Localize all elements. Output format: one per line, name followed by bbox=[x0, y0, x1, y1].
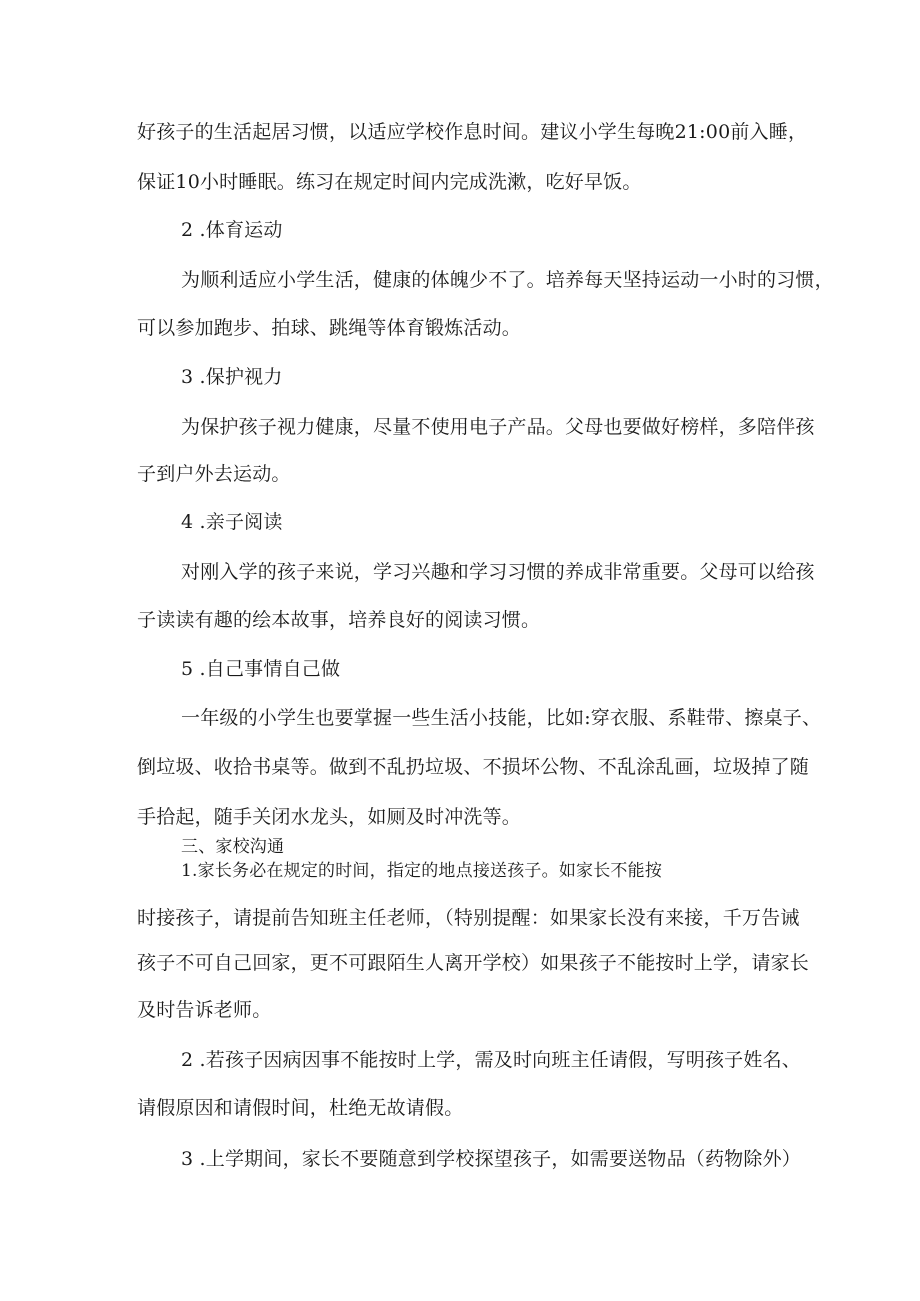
paragraph-line: 子到户外去运动。 bbox=[137, 463, 291, 485]
section-heading: 2 .体育运动 bbox=[181, 219, 283, 241]
paragraph-line: 2 .若孩子因病因事不能按时上学，需及时向班主任请假，写明孩子姓名、 bbox=[181, 1049, 801, 1071]
paragraph-line: 一年级的小学生也要掌握一些生活小技能，比如:穿衣服、系鞋带、擦桌子、 bbox=[181, 707, 822, 729]
paragraph-line: 手拾起，随手关闭水龙头，如厕及时冲洗等。 bbox=[137, 806, 522, 828]
paragraph-line: 对刚入学的孩子来说，学习兴趣和学习习惯的养成非常重要。父母可以给孩 bbox=[181, 561, 815, 583]
section-heading: 5 .自己事情自己做 bbox=[181, 658, 341, 680]
paragraph-line: 及时告诉老师。 bbox=[137, 999, 272, 1021]
paragraph-line: 为顺利适应小学生活，健康的体魄少不了。培养每天坚持运动一小时的习惯， bbox=[181, 269, 834, 291]
section-heading: 4 .亲子阅读 bbox=[181, 511, 283, 533]
paragraph-line: 请假原因和请假时间，杜绝无故请假。 bbox=[137, 1097, 464, 1119]
paragraph-line: 可以参加跑步、拍球、跳绳等体育锻炼活动。 bbox=[137, 317, 522, 339]
paragraph-line: 保证10小时睡眠。练习在规定时间内完成洗漱，吃好早饭。 bbox=[137, 171, 642, 193]
paragraph-line: 子读读有趣的绘本故事，培养良好的阅读习惯。 bbox=[137, 609, 541, 631]
paragraph-line: 1.家长务必在规定的时间，指定的地点接送孩子。如家长不能按 bbox=[181, 861, 663, 881]
paragraph-line: 3 .上学期间，家长不要随意到学校探望孩子，如需要送物品（药物除外） bbox=[181, 1148, 801, 1170]
paragraph-line: 时接孩子，请提前告知班主任老师，（特别提醒：如果家长没有来接，千万告诫 bbox=[137, 907, 800, 929]
paragraph-line: 好孩子的生活起居习惯，以适应学校作息时间。建议小学生每晚21:00前入睡， bbox=[137, 121, 808, 143]
section-heading: 3 .保护视力 bbox=[181, 366, 283, 388]
chapter-heading: 三、家校沟通 bbox=[181, 837, 285, 857]
paragraph-line: 倒垃圾、收拾书桌等。做到不乱扔垃圾、不损坏公物、不乱涂乱画，垃圾掉了随 bbox=[137, 756, 810, 778]
paragraph-line: 孩子不可自己回家，更不可跟陌生人离开学校）如果孩子不能按时上学，请家长 bbox=[137, 952, 810, 974]
paragraph-line: 为保护孩子视力健康，尽量不使用电子产品。父母也要做好榜样，多陪伴孩 bbox=[181, 416, 815, 438]
